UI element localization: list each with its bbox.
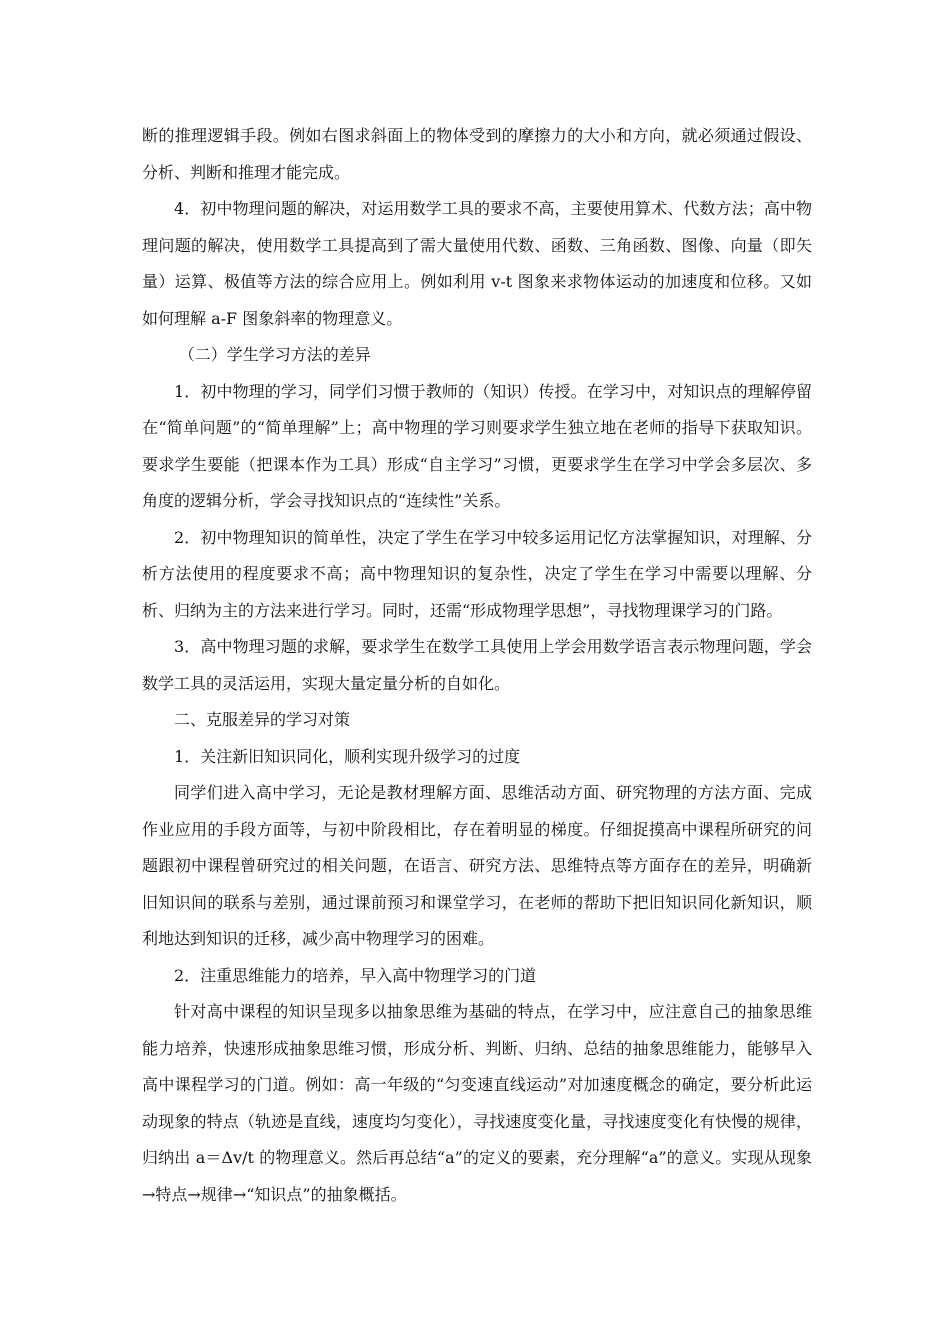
subheading-strategy-1: 1．关注新旧知识同化，顺利实现升级学习的过度 bbox=[174, 746, 521, 766]
paragraph-strategy-1: 同学们进入高中学习，无论是教材理解方面、思维活动方面、研究物理的方法方面、完成作业应用的手段方面等，与初中阶段相比，存在着明显的梯度。仔细捉摸高中课程所研究的问题跟初中课程曾研究过的相关问题，在语言、研究方法、思维特点等方面存在的差异，明确新旧知识间的联系与差别，通过课前预习和课堂学习，在老师的帮助下把旧知识同化新知识，顺利地达到知识的迁移，减少高中物理学习的困难。 bbox=[142, 783, 812, 948]
paragraph-method-2: 2．初中物理知识的简单性，决定了学生在学习中较多运用记忆方法掌握知识，对理解、分析方法使用的程度要求不高；高中物理知识的复杂性，决定了学生在学习中需要以理解、分析、归纳为主的方法来进行学习。同时，还需“形成物理学思想”，寻找物理课学习的门路。 bbox=[142, 527, 812, 620]
section-heading-strategies: 二、克服差异的学习对策 bbox=[174, 710, 351, 729]
paragraph-continuation: 断的推理逻辑手段。例如右图求斜面上的物体受到的摩擦力的大小和方向，就必须通过假设、分析、判断和推理才能完成。 bbox=[142, 126, 812, 182]
paragraph-item-4: 4．初中物理问题的解决，对运用数学工具的要求不高，主要使用算术、代数方法；高中物理问题的解决，使用数学工具提高到了需大量使用代数、函数、三角函数、图像、向量（即矢量）运算、极值等方法的综合应用上。例如利用 v-t 图象来求物体运动的加速度和位移。又如如何理解 a-F 图象斜率的物理意义。 bbox=[142, 199, 812, 328]
section-heading-learning-methods: （二）学生学习方法的差异 bbox=[178, 345, 371, 364]
paragraph-method-3: 3．高中物理习题的求解，要求学生在数学工具使用上学会用数学语言表示物理问题，学会数学工具的灵活运用，实现大量定量分析的自如化。 bbox=[142, 637, 812, 693]
paragraph-method-1: 1．初中物理的学习，同学们习惯于教师的（知识）传授。在学习中，对知识点的理解停留在“简单问题”的“简单理解”上；高中物理的学习则要求学生独立地在老师的指导下获取知识。要求学生要能（把课本作为工具）形成“自主学习”习惯，更要求学生在学习中学会多层次、多角度的逻辑分析，学会寻找知识点的“连续性”关系。 bbox=[142, 381, 812, 510]
document-body bbox=[142, 118, 812, 1213]
paragraph-strategy-2: 针对高中课程的知识呈现多以抽象思维为基础的特点，在学习中，应注意自己的抽象思维能力培养，快速形成抽象思维习惯，形成分析、判断、归纳、总结的抽象思维能力，能够早入高中课程学习的门道。例如：高一年级的“匀变速直线运动”对加速度概念的确定，要分析此运动现象的特点（轨迹是直线，速度均匀变化），寻找速度变化量，寻找速度变化有快慢的规律，归纳出 a＝Δv/t 的物理意义。然后再总结“a”的定义的要素，充分理解“a”的意义。实现从现象→特点→规律→“知识点”的抽象概括。 bbox=[142, 1002, 812, 1204]
subheading-strategy-2: 2．注重思维能力的培养，早入高中物理学习的门道 bbox=[174, 965, 537, 985]
